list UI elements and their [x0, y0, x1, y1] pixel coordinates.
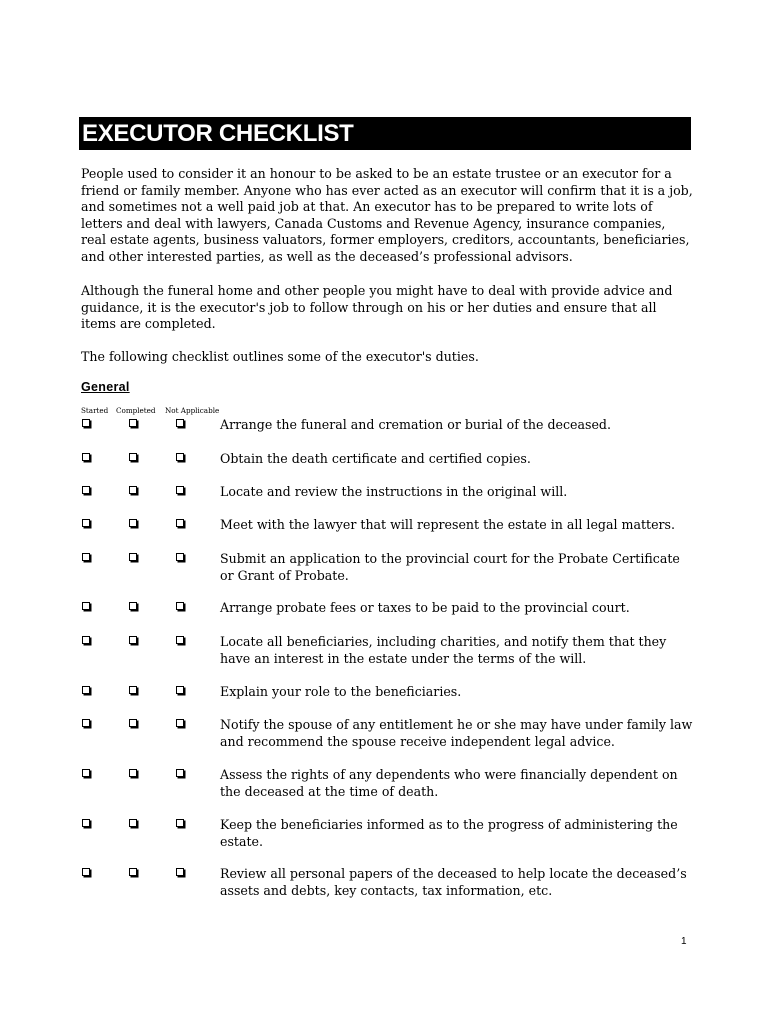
not-applicable-checkbox[interactable]: [176, 769, 184, 777]
checklist-item-text: Obtain the death certificate and certified copies.: [220, 451, 531, 466]
not-applicable-checkbox[interactable]: [176, 519, 184, 527]
page-number: 1: [681, 936, 687, 947]
checklist-item-text: Locate all beneficiaries, including charities, and notify them that they have an interest in the estate under the terms of the will.: [220, 634, 667, 666]
completed-checkbox[interactable]: [129, 453, 137, 461]
not-applicable-checkbox[interactable]: [176, 453, 184, 461]
not-applicable-checkbox[interactable]: [176, 553, 184, 561]
checklist-item-text: Meet with the lawyer that will represent the estate in all legal matters.: [220, 517, 676, 532]
started-checkbox[interactable]: [82, 602, 90, 610]
not-applicable-checkbox[interactable]: [176, 419, 184, 427]
started-checkbox[interactable]: [82, 769, 90, 777]
started-checkbox[interactable]: [82, 686, 90, 694]
column-header-started: Started: [81, 406, 109, 415]
checklist-item-text: Arrange probate fees or taxes to be paid to the provincial court.: [220, 600, 630, 615]
completed-checkbox[interactable]: [129, 868, 137, 876]
completed-checkbox[interactable]: [129, 719, 137, 727]
completed-checkbox[interactable]: [129, 519, 137, 527]
section-heading-general: General: [81, 380, 130, 394]
checklist-item-text: Notify the spouse of any entitlement he or she may have under family law and recommend the spouse receive independent legal advice.: [220, 717, 693, 749]
completed-checkbox[interactable]: [129, 553, 137, 561]
started-checkbox[interactable]: [82, 519, 90, 527]
started-checkbox[interactable]: [82, 636, 90, 644]
checklist-item-text: Arrange the funeral and cremation or burial of the deceased.: [220, 417, 611, 432]
completed-checkbox[interactable]: [129, 819, 137, 827]
not-applicable-checkbox[interactable]: [176, 819, 184, 827]
completed-checkbox[interactable]: [129, 686, 137, 694]
checklist-item-text: Explain your role to the beneficiaries.: [220, 684, 462, 699]
completed-checkbox[interactable]: [129, 419, 137, 427]
checklist-item-text: Review all personal papers of the deceased to help locate the deceased’s assets and debts, key contacts, tax information, etc.: [220, 866, 687, 898]
column-header-completed: Completed: [116, 406, 156, 415]
not-applicable-checkbox[interactable]: [176, 868, 184, 876]
not-applicable-checkbox[interactable]: [176, 719, 184, 727]
started-checkbox[interactable]: [82, 719, 90, 727]
completed-checkbox[interactable]: [129, 602, 137, 610]
started-checkbox[interactable]: [82, 819, 90, 827]
completed-checkbox[interactable]: [129, 486, 137, 494]
checklist-item-text: Keep the beneficiaries informed as to the progress of administering the estate.: [220, 817, 678, 849]
intro-paragraph: People used to consider it an honour to be asked to be an estate trustee or an executor for a friend or family member. Anyone who has ever acted as an executor will confirm that it is a job, and sometimes not a well paid job at that. An executor has to be prepared to write lots of letters and deal with lawyers, Canada Customs and Revenue Agency, insurance companies, real estate agents, business valuators, former employers, creditors, accountants, beneficiaries, and other interested parties, as well as the deceased’s professional advisors.: [81, 166, 693, 264]
guidance-paragraph: Although the funeral home and other people you might have to deal with provide advice and guidance, it is the executor's job to follow through on his or her duties and ensure that all items are completed.: [81, 283, 673, 332]
started-checkbox[interactable]: [82, 868, 90, 876]
completed-checkbox[interactable]: [129, 636, 137, 644]
document-title: EXECUTOR CHECKLIST: [79, 117, 691, 150]
checklist-intro-paragraph: The following checklist outlines some of the executor's duties.: [81, 349, 479, 364]
started-checkbox[interactable]: [82, 419, 90, 427]
completed-checkbox[interactable]: [129, 769, 137, 777]
column-header-not-applicable: Not Applicable: [165, 406, 220, 415]
not-applicable-checkbox[interactable]: [176, 486, 184, 494]
checklist-item-text: Assess the rights of any dependents who were financially dependent on the deceased at the time of death.: [220, 767, 678, 799]
checklist-item-text: Locate and review the instructions in the original will.: [220, 484, 568, 499]
not-applicable-checkbox[interactable]: [176, 686, 184, 694]
started-checkbox[interactable]: [82, 553, 90, 561]
not-applicable-checkbox[interactable]: [176, 636, 184, 644]
started-checkbox[interactable]: [82, 453, 90, 461]
started-checkbox[interactable]: [82, 486, 90, 494]
checklist-item-text: Submit an application to the provincial court for the Probate Certificate or Grant of Probate.: [220, 551, 680, 583]
not-applicable-checkbox[interactable]: [176, 602, 184, 610]
